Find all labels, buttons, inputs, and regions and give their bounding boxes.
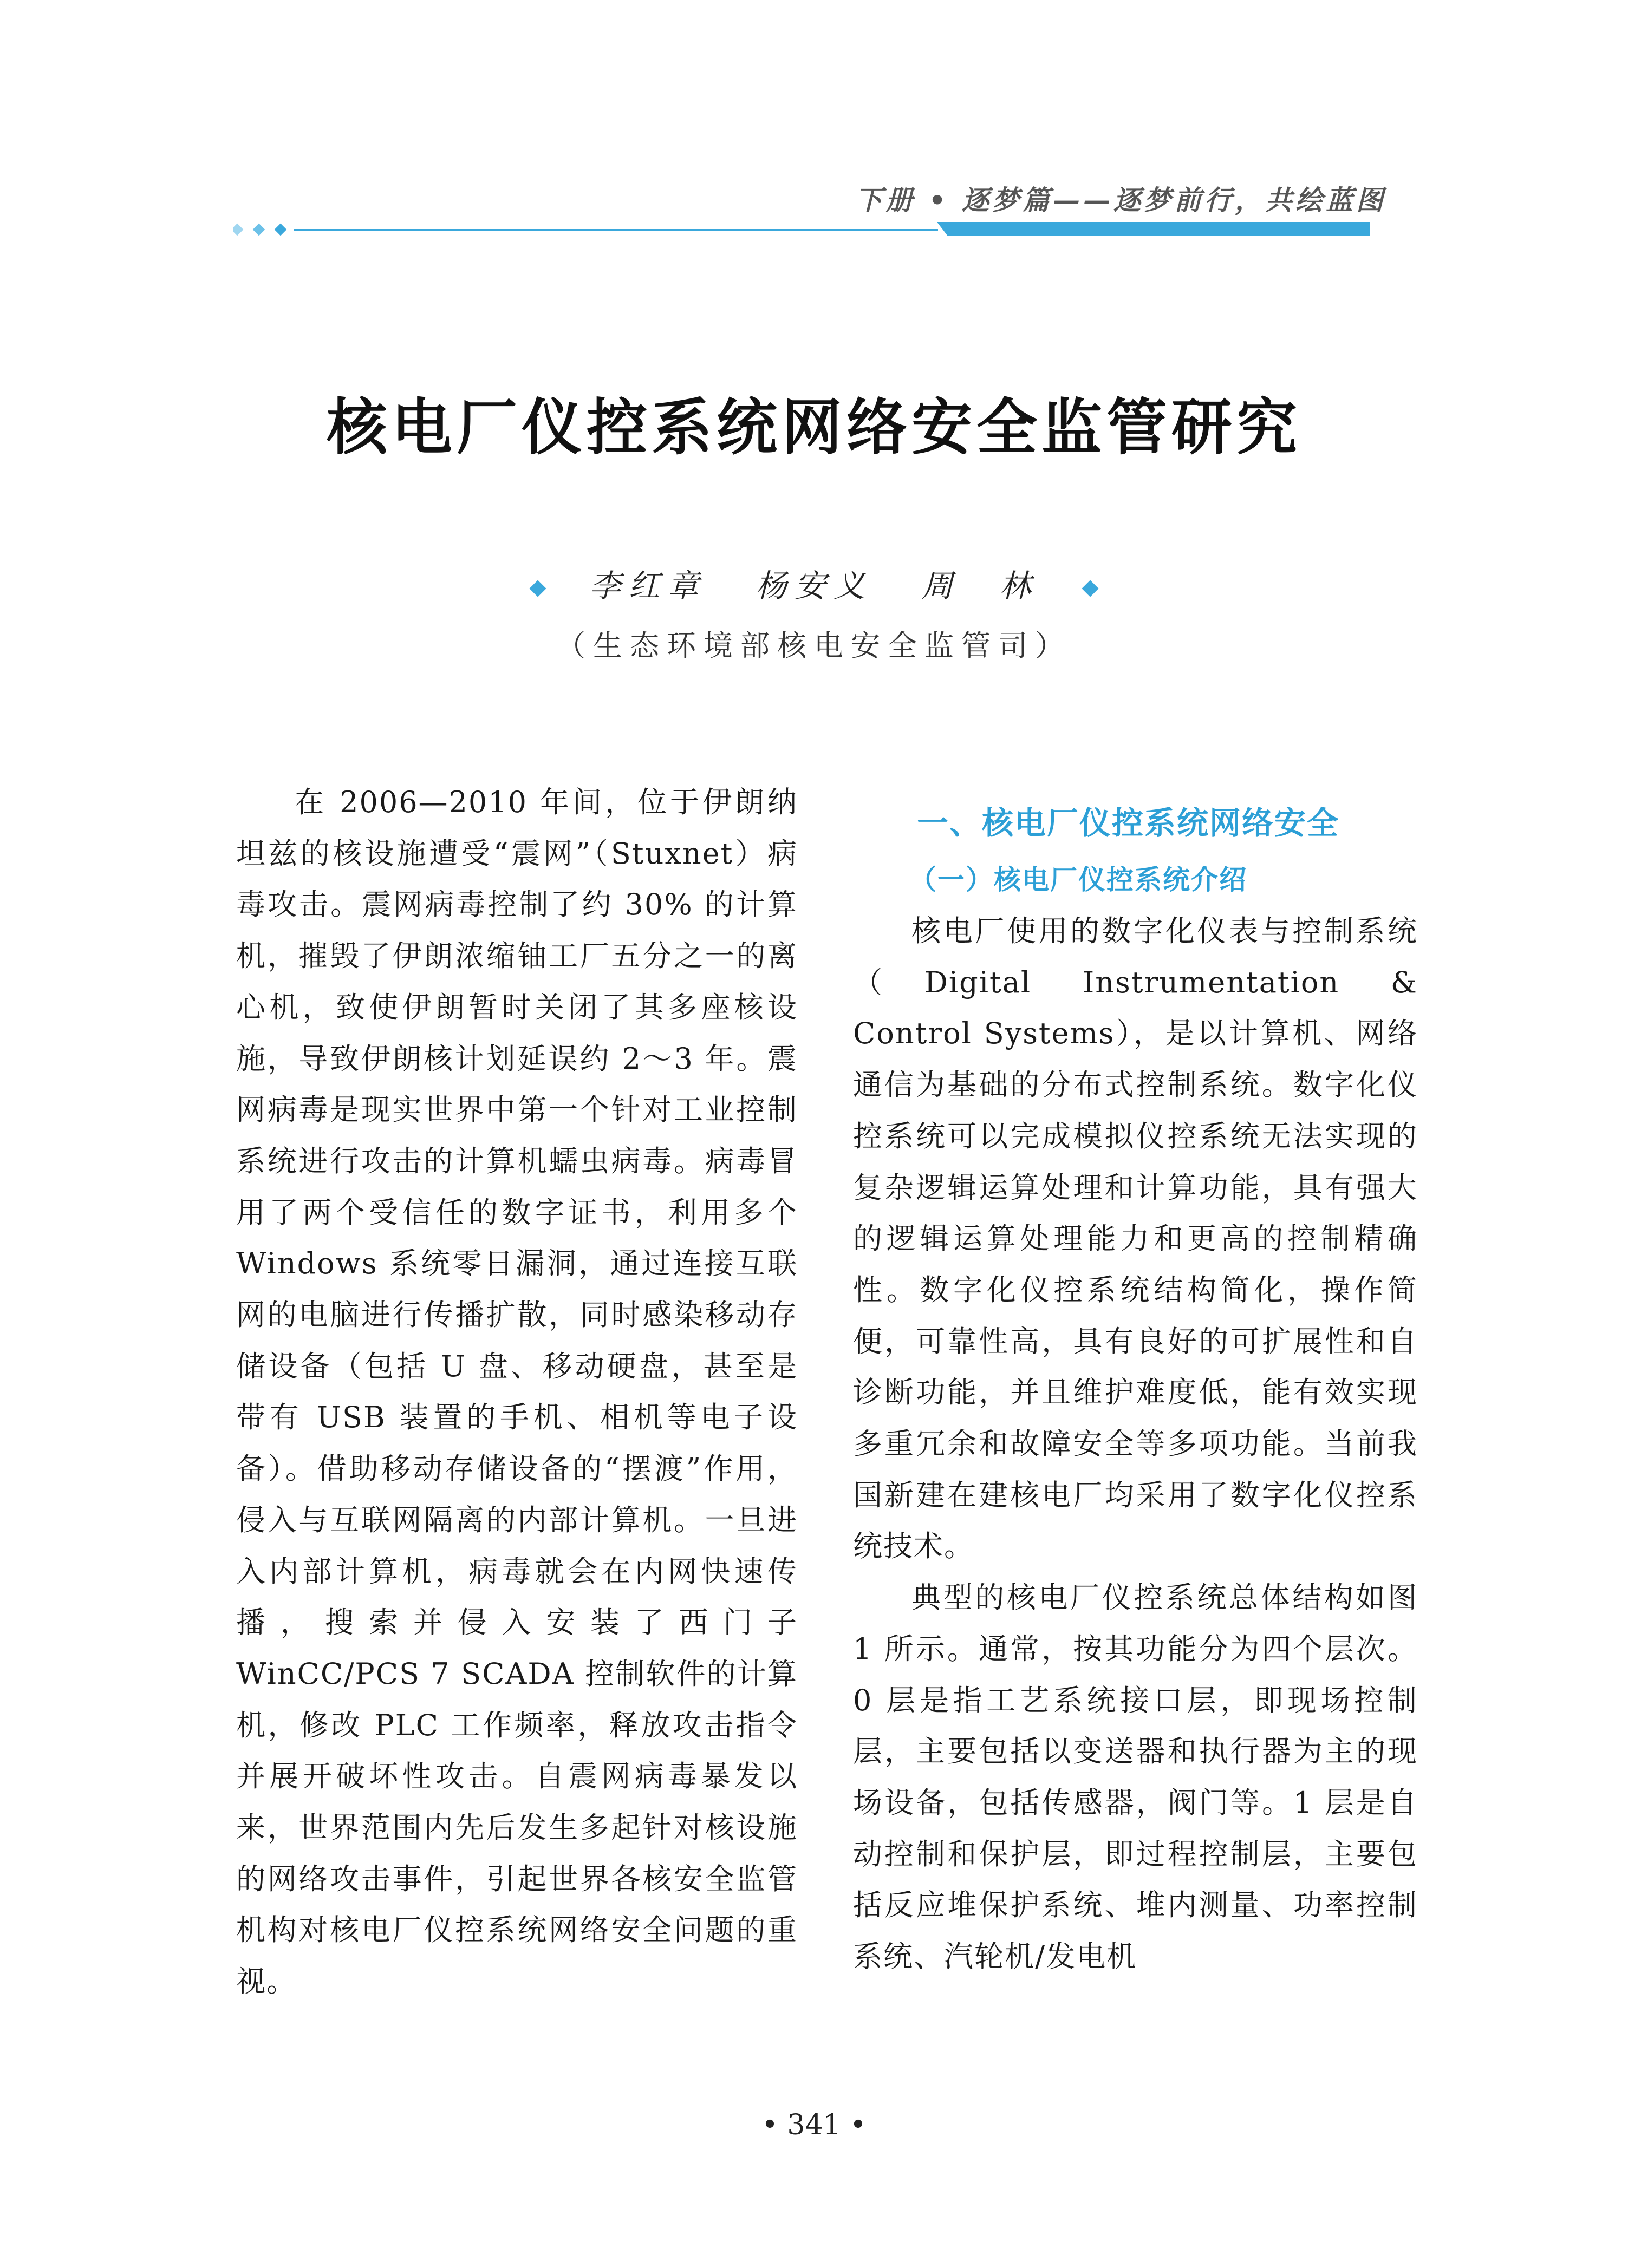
author-name: 李红章 [589,567,707,604]
header-thin-line [294,229,938,231]
header-thick-band [937,222,1370,236]
right-column [853,777,1418,1983]
decor-diamond-2 [253,224,265,236]
running-head: 下册 • 逐梦篇——逐梦前行，共绘蓝图 [855,184,1386,216]
section-heading: 一、核电厂仪控系统网络安全 [917,805,1340,841]
header-rule-graphic [233,222,1370,238]
header-rule [233,222,1370,238]
decor-diamond-1 [233,224,243,236]
author-name: 周 林 [921,567,1039,604]
authors-row [0,560,1628,606]
body-paragraph: 典型的核电厂仪控系统总体结构如图 1 所示。通常，按其功能分为四个层次。0 层是指工艺系统接口层，即现场控制层，主要包括以变送器和执行器为主的现场设备，包括传感器，阀门等。1 层是自动控制和保护层，即过程控制层，主要包括反应堆保护系统、堆内测量、功率控制系统、汽轮机/发电机 [853,1580,1418,1974]
left-column [236,777,798,2008]
author-name: 杨安义 [755,567,872,604]
diamond-icon [1082,580,1098,597]
subsection-heading: （一）核电厂仪控系统介绍 [909,864,1247,896]
diamond-icon [530,580,546,597]
decor-diamond-3 [275,224,287,236]
page-number: • 341 • [761,2109,867,2141]
body-paragraph: 核电厂使用的数字化仪表与控制系统（Digital Instrumentation & Control Systems），是以计算机、网络通信为基础的分布式控制系统。数字化仪控系统可以完成模拟仪控系统无法实现的复杂逻辑运算处理和计算功能，具有强大的逻辑运算处理能力和更高的控制精确性。数字化仪控系统结构简化，操作简便，可靠性高，具有良好的可扩展性和自诊断功能，并且维护难度低，能有效实现多重冗余和故障安全等多项功能。当前我国新建在建核电厂均采用了数字化仪控系统技术。 [853,914,1418,1564]
affiliation: （生态环境部核电安全监管司） [556,629,1072,663]
body-paragraph: 在 2006—2010 年间，位于伊朗纳坦兹的核设施遭受“震网”（Stuxnet）病毒攻击。震网病毒控制了约 30% 的计算机，摧毁了伊朗浓缩铀工厂五分之一的离心机，致使伊朗暂时关闭了其多座核设施，导致伊朗核计划延误约 2～3 年。震网病毒是现实世界中第一个针对工业控制系统进行攻击的计算机蠕虫病毒。病毒冒用了两个受信任的数字证书，利用多个 Windows 系统零日漏洞，通过连接互联网的电脑进行传播扩散，同时感染移动存储设备（包括 U 盘、移动硬盘，甚至是带有 USB 装置的手机、相机等电子设备）。借助移动存储设备的“摆渡”作用，侵入与互联网隔离的内部计算机。一旦进入内部计算机，病毒就会在内网快速传播，搜索并侵入安装了西门子 WinCC/PCS 7 SCADA 控制软件的计算机，修改 PLC 工作频率，释放攻击指令并展开破坏性攻击。自震网病毒暴发以来，世界范围内先后发生多起针对核设施的网络攻击事件，引起世界各核安全监管机构对核电厂仪控系统网络安全问题的重视。 [236,785,798,1999]
article-title: 核电厂仪控系统网络安全监管研究 [327,393,1301,463]
